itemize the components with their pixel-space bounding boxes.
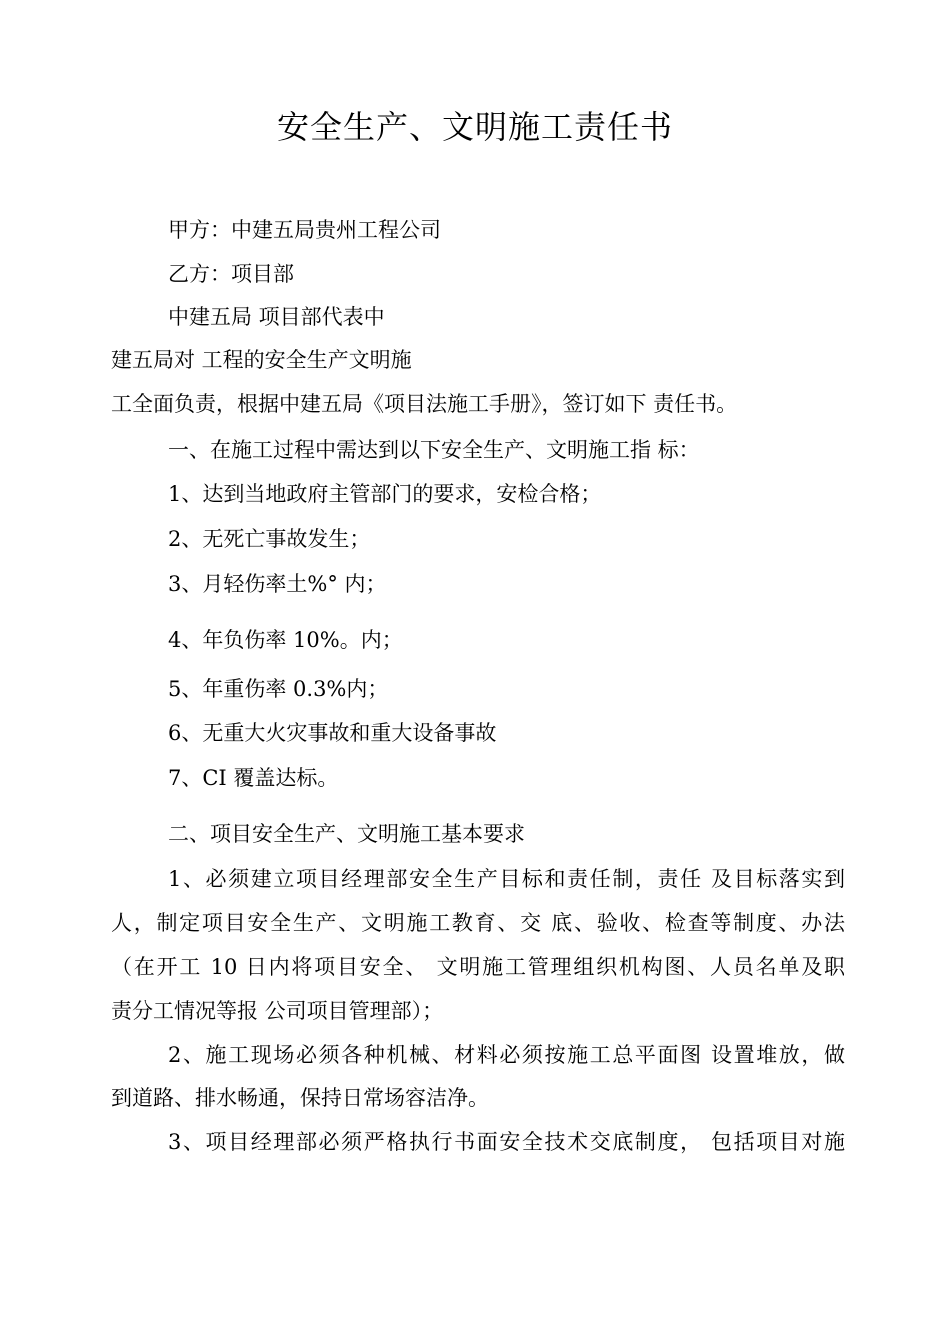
intro-line-3: 工全面负责，根据中建五局《项目法施工手册》，签订如下 责任书。 xyxy=(111,392,738,416)
document-title: 安全生产、文明施工责任书 xyxy=(276,108,673,146)
section-2-heading: 二、项目安全生产、文明施工基本要求 xyxy=(168,822,525,846)
section-1-heading: 一、在施工过程中需达到以下安全生产、文明施工指 标： xyxy=(168,438,700,462)
target-item: 4、年负伤率 10%。内； xyxy=(168,628,403,652)
requirement-1-line: 责分工情况等报 公司项目管理部）； xyxy=(111,999,444,1023)
requirement-2-line: 2、施工现场必须各种机械、材料必须按施工总平面图 设置堆放，做 xyxy=(168,1043,845,1067)
requirement-1-line: 人，制定项目安全生产、文明施工教育、交 底、验收、检查等制度、办法 xyxy=(111,911,845,935)
requirement-2-line: 到道路、排水畅通，保持日常场容洁净。 xyxy=(111,1086,489,1110)
target-item: 7、CI 覆盖达标。 xyxy=(168,766,339,790)
intro-line-1: 中建五局 项目部代表中 xyxy=(168,305,385,329)
requirement-3-line: 3、项目经理部必须严格执行书面安全技术交底制度， 包括项目对施 xyxy=(168,1130,845,1154)
target-item: 2、无死亡事故发生； xyxy=(168,527,371,551)
party-a-line: 甲方：中建五局贵州工程公司 xyxy=(168,218,441,242)
target-item: 5、年重伤率 0.3%内； xyxy=(168,677,389,701)
party-b-line: 乙方：项目部 xyxy=(168,262,294,286)
target-item: 1、达到当地政府主管部门的要求，安检合格； xyxy=(168,482,602,506)
intro-line-2: 建五局对 工程的安全生产文明施 xyxy=(111,348,412,372)
requirement-1-line: （在开工 10 日内将项目安全、 文明施工管理组织机构图、人员名单及职 xyxy=(111,955,845,979)
requirement-1-line: 1、必须建立项目经理部安全生产目标和责任制，责任 及目标落实到 xyxy=(168,867,845,891)
target-item: 6、无重大火灾事故和重大设备事故 xyxy=(168,721,497,745)
target-item: 3、月轻伤率土%° 内； xyxy=(168,572,387,596)
